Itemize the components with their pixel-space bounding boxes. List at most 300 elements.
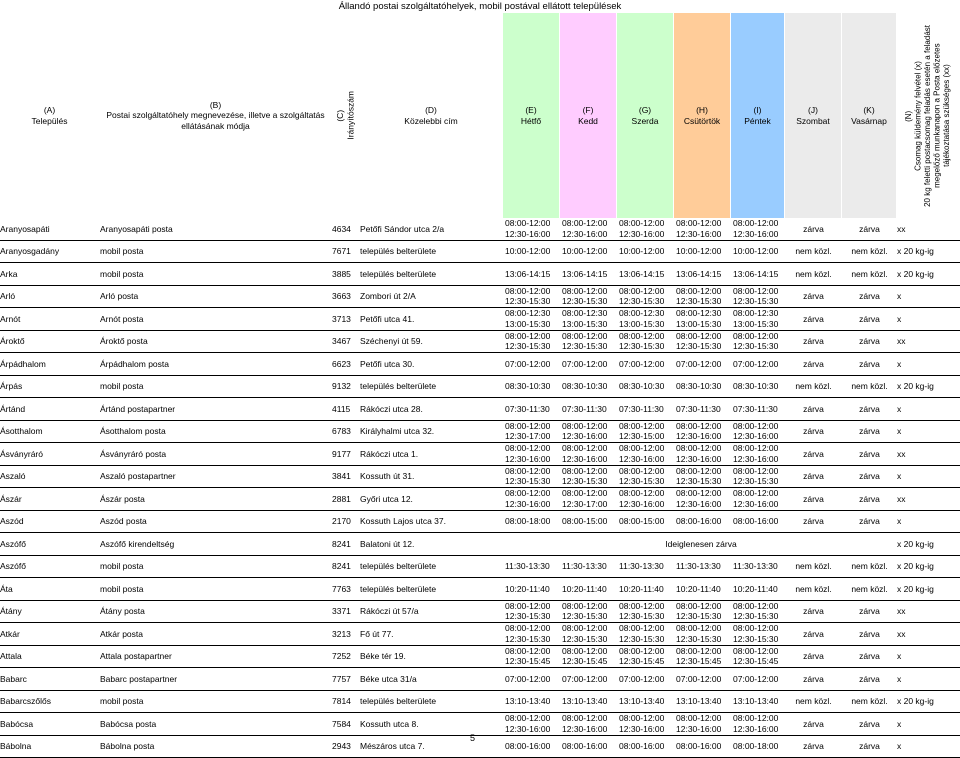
cell-i bbox=[733, 443, 785, 465]
opening-hours-line: 13:00-15:30 bbox=[505, 319, 550, 330]
opening-hours bbox=[676, 443, 721, 464]
cell-g bbox=[619, 421, 674, 443]
opening-hours-line: 13:06-14:15 bbox=[733, 269, 778, 280]
cell-j: nem közl. bbox=[785, 691, 842, 713]
opening-hours-line: 12:30-16:00 bbox=[676, 229, 721, 240]
cell-g bbox=[619, 556, 674, 578]
page-number: 5 bbox=[470, 733, 475, 743]
opening-hours-line: 08:00-12:00 bbox=[733, 713, 778, 724]
cell-f bbox=[562, 376, 617, 398]
table-row bbox=[0, 736, 960, 758]
opening-hours-line: 08:00-12:00 bbox=[619, 466, 664, 477]
cell-b: Aszófő kirendeltség bbox=[100, 533, 332, 555]
cell-k: zárva bbox=[842, 398, 897, 420]
cell-c: 3663 bbox=[332, 286, 360, 308]
opening-hours-line: 07:30-11:30 bbox=[562, 404, 607, 415]
opening-hours-line: 11:30-13:30 bbox=[733, 561, 778, 572]
cell-c: 3713 bbox=[332, 308, 360, 330]
opening-hours bbox=[733, 741, 778, 752]
cell-a: Áta bbox=[0, 578, 100, 600]
table-row bbox=[0, 263, 960, 286]
cell-e bbox=[505, 488, 560, 510]
cell-f bbox=[562, 691, 617, 713]
opening-hours bbox=[619, 561, 664, 572]
opening-hours-line: 13:06-14:15 bbox=[619, 269, 664, 280]
cell-n: x bbox=[897, 353, 960, 375]
cell-a: Arló bbox=[0, 286, 100, 308]
cell-d: Győri utca 12. bbox=[360, 488, 503, 510]
cell-j: zárva bbox=[785, 623, 842, 645]
opening-hours bbox=[619, 584, 664, 595]
opening-hours bbox=[562, 741, 607, 752]
cell-n: x bbox=[897, 308, 960, 330]
header-j-code: (J) bbox=[796, 105, 830, 116]
opening-hours bbox=[562, 218, 607, 239]
opening-hours-line: 12:30-15:30 bbox=[619, 296, 664, 307]
cell-j: zárva bbox=[785, 331, 842, 353]
opening-hours-line: 08:00-12:00 bbox=[619, 623, 664, 634]
header-sunday bbox=[842, 13, 897, 218]
opening-hours bbox=[505, 713, 550, 734]
cell-d: település belterülete bbox=[360, 578, 503, 600]
opening-hours-line: 08:00-12:00 bbox=[619, 646, 664, 657]
table-header bbox=[0, 13, 960, 218]
opening-hours-line: 12:30-16:00 bbox=[505, 499, 550, 510]
opening-hours bbox=[619, 286, 664, 307]
cell-e bbox=[505, 713, 560, 735]
header-g-label: Szerda bbox=[632, 116, 659, 127]
opening-hours bbox=[676, 246, 721, 257]
cell-e bbox=[505, 601, 560, 623]
opening-hours-line: 12:30-16:00 bbox=[619, 499, 664, 510]
cell-d: Királyhalmi utca 32. bbox=[360, 421, 503, 443]
opening-hours-line: 08:00-16:00 bbox=[676, 516, 721, 527]
cell-e bbox=[505, 556, 560, 578]
cell-k: nem közl. bbox=[842, 263, 897, 285]
cell-n: xx bbox=[897, 488, 960, 510]
opening-hours bbox=[562, 331, 607, 352]
opening-hours-line: 12:30-15:30 bbox=[676, 341, 721, 352]
cell-e bbox=[505, 263, 560, 285]
cell-i bbox=[733, 646, 785, 668]
opening-hours bbox=[505, 421, 550, 442]
cell-j: zárva bbox=[785, 466, 842, 488]
opening-hours bbox=[619, 331, 664, 352]
cell-f bbox=[562, 556, 617, 578]
cell-a: Babarc bbox=[0, 668, 100, 690]
cell-d: település belterülete bbox=[360, 376, 503, 398]
opening-hours bbox=[733, 696, 778, 707]
cell-j: zárva bbox=[785, 286, 842, 308]
opening-hours bbox=[562, 516, 607, 527]
cell-g bbox=[619, 668, 674, 690]
opening-hours-line: 08:00-12:00 bbox=[733, 488, 778, 499]
cell-k: zárva bbox=[842, 421, 897, 443]
opening-hours bbox=[676, 561, 721, 572]
cell-n: x bbox=[897, 466, 960, 488]
table-row bbox=[0, 376, 960, 399]
opening-hours bbox=[562, 421, 607, 442]
cell-j: zárva bbox=[785, 353, 842, 375]
opening-hours-line: 07:00-12:00 bbox=[733, 359, 778, 370]
opening-hours bbox=[733, 269, 778, 280]
cell-i bbox=[733, 376, 785, 398]
opening-hours bbox=[733, 488, 778, 509]
opening-hours-line: 12:30-15:30 bbox=[733, 476, 778, 487]
table-row bbox=[0, 646, 960, 669]
opening-hours bbox=[562, 404, 607, 415]
opening-hours bbox=[505, 601, 550, 622]
opening-hours-line: 10:00-12:00 bbox=[562, 246, 607, 257]
header-f-code: (F) bbox=[578, 105, 598, 116]
opening-hours-line: 12:30-17:00 bbox=[562, 499, 607, 510]
opening-hours bbox=[619, 421, 664, 442]
cell-d: Balatoni út 12. bbox=[360, 533, 503, 555]
opening-hours-line: 12:30-15:30 bbox=[619, 634, 664, 645]
opening-hours bbox=[676, 359, 721, 370]
opening-hours-line: 08:00-12:00 bbox=[676, 488, 721, 499]
cell-c: 9177 bbox=[332, 443, 360, 465]
opening-hours-line: 07:00-12:00 bbox=[505, 674, 550, 685]
cell-k: zárva bbox=[842, 286, 897, 308]
cell-i bbox=[733, 353, 785, 375]
cell-i bbox=[733, 466, 785, 488]
cell-c: 3467 bbox=[332, 331, 360, 353]
cell-g bbox=[619, 218, 674, 240]
opening-hours bbox=[676, 466, 721, 487]
opening-hours bbox=[562, 623, 607, 644]
cell-c: 7814 bbox=[332, 691, 360, 713]
cell-j: zárva bbox=[785, 601, 842, 623]
opening-hours-line: 12:30-15:45 bbox=[505, 656, 550, 667]
cell-c: 4115 bbox=[332, 398, 360, 420]
opening-hours-line: 12:30-15:30 bbox=[733, 611, 778, 622]
cell-h bbox=[676, 398, 731, 420]
table-row bbox=[0, 623, 960, 646]
opening-hours bbox=[505, 218, 550, 239]
cell-k: nem közl. bbox=[842, 578, 897, 600]
opening-hours-line: 08:00-12:30 bbox=[733, 308, 778, 319]
opening-hours bbox=[562, 359, 607, 370]
opening-hours-line: 08:00-12:00 bbox=[619, 331, 664, 342]
opening-hours-line: 08:00-12:30 bbox=[505, 308, 550, 319]
opening-hours bbox=[562, 561, 607, 572]
header-saturday bbox=[785, 13, 842, 218]
opening-hours bbox=[733, 443, 778, 464]
table-row bbox=[0, 218, 960, 241]
opening-hours bbox=[733, 561, 778, 572]
opening-hours bbox=[562, 443, 607, 464]
table-row bbox=[0, 601, 960, 624]
table-row bbox=[0, 331, 960, 354]
cell-c: 4634 bbox=[332, 218, 360, 240]
opening-hours-line: 07:00-12:00 bbox=[562, 674, 607, 685]
cell-b: Ásotthalom posta bbox=[100, 421, 332, 443]
opening-hours-line: 08:00-12:00 bbox=[505, 443, 550, 454]
opening-hours bbox=[676, 421, 721, 442]
cell-c: 3841 bbox=[332, 466, 360, 488]
cell-h bbox=[676, 713, 731, 735]
opening-hours bbox=[733, 601, 778, 622]
opening-hours-line: 12:30-15:30 bbox=[562, 341, 607, 352]
opening-hours-line: 07:00-12:00 bbox=[562, 359, 607, 370]
cell-d: Béke utca 31/a bbox=[360, 668, 503, 690]
opening-hours bbox=[733, 381, 778, 392]
table-row bbox=[0, 556, 960, 579]
cell-e bbox=[505, 736, 560, 758]
cell-k: nem közl. bbox=[842, 376, 897, 398]
opening-hours-line: 08:00-12:00 bbox=[562, 713, 607, 724]
cell-k: nem közl. bbox=[842, 556, 897, 578]
opening-hours-line: 08:30-10:30 bbox=[562, 381, 607, 392]
opening-hours-line: 08:00-12:00 bbox=[676, 443, 721, 454]
header-n bbox=[897, 13, 960, 218]
cell-e bbox=[505, 308, 560, 330]
opening-hours bbox=[676, 674, 721, 685]
cell-g bbox=[619, 646, 674, 668]
cell-n: x 20 kg-ig bbox=[897, 241, 960, 263]
cell-a: Aszaló bbox=[0, 466, 100, 488]
cell-g bbox=[619, 263, 674, 285]
opening-hours-line: 08:00-12:00 bbox=[676, 331, 721, 342]
cell-h bbox=[676, 646, 731, 668]
opening-hours-line: 08:00-12:00 bbox=[505, 713, 550, 724]
cell-c: 7584 bbox=[332, 713, 360, 735]
cell-c: 2881 bbox=[332, 488, 360, 510]
cell-e bbox=[505, 218, 560, 240]
header-a-code: (A) bbox=[32, 105, 68, 116]
cell-k: zárva bbox=[842, 668, 897, 690]
cell-i bbox=[733, 488, 785, 510]
header-d-label: Közelebbi cím bbox=[404, 116, 457, 127]
opening-hours bbox=[733, 466, 778, 487]
opening-hours-line: 12:30-15:30 bbox=[505, 341, 550, 352]
opening-hours-line: 08:00-12:00 bbox=[505, 623, 550, 634]
opening-hours-line: 08:00-12:30 bbox=[619, 308, 664, 319]
cell-n: x 20 kg-ig bbox=[897, 578, 960, 600]
cell-j: zárva bbox=[785, 443, 842, 465]
opening-hours-line: 12:30-15:30 bbox=[505, 296, 550, 307]
cell-b: Bábolna posta bbox=[100, 736, 332, 758]
opening-hours-line: 12:30-15:45 bbox=[619, 656, 664, 667]
opening-hours bbox=[505, 646, 550, 667]
cell-f bbox=[562, 331, 617, 353]
opening-hours bbox=[676, 381, 721, 392]
cell-b: mobil posta bbox=[100, 241, 332, 263]
opening-hours-line: 12:30-16:00 bbox=[733, 724, 778, 735]
opening-hours-line: 08:00-12:00 bbox=[562, 218, 607, 229]
header-c-label: Irányítószám bbox=[346, 91, 357, 140]
table-row bbox=[0, 308, 960, 331]
cell-a: Árpás bbox=[0, 376, 100, 398]
cell-n: x 20 kg-ig bbox=[897, 376, 960, 398]
cell-e bbox=[505, 376, 560, 398]
opening-hours bbox=[562, 696, 607, 707]
opening-hours-line: 10:20-11:40 bbox=[733, 584, 778, 595]
cell-e bbox=[505, 241, 560, 263]
opening-hours-line: 08:00-12:00 bbox=[676, 623, 721, 634]
cell-k: zárva bbox=[842, 218, 897, 240]
cell-k: zárva bbox=[842, 623, 897, 645]
cell-g bbox=[619, 398, 674, 420]
opening-hours-line: 07:00-12:00 bbox=[733, 674, 778, 685]
cell-d: Zombori út 2/A bbox=[360, 286, 503, 308]
header-k-code: (K) bbox=[851, 105, 887, 116]
opening-hours bbox=[676, 584, 721, 595]
cell-g bbox=[619, 601, 674, 623]
opening-hours bbox=[619, 443, 664, 464]
cell-a: Ászár bbox=[0, 488, 100, 510]
opening-hours-line: 13:10-13:40 bbox=[505, 696, 550, 707]
cell-d: Kossuth út 31. bbox=[360, 466, 503, 488]
cell-n: x 20 kg-ig bbox=[897, 263, 960, 285]
opening-hours-line: 12:30-16:00 bbox=[676, 454, 721, 465]
cell-b: Aszód posta bbox=[100, 511, 332, 533]
opening-hours-line: 12:30-15:30 bbox=[733, 634, 778, 645]
opening-hours-line: 10:00-12:00 bbox=[733, 246, 778, 257]
opening-hours-line: 13:00-15:30 bbox=[562, 319, 607, 330]
header-n-code: (N) bbox=[904, 25, 914, 207]
opening-hours bbox=[676, 404, 721, 415]
opening-hours-line: 08:00-12:00 bbox=[505, 331, 550, 342]
cell-a: Aszófő bbox=[0, 533, 100, 555]
cell-f bbox=[562, 713, 617, 735]
opening-hours-line: 12:30-16:00 bbox=[619, 229, 664, 240]
cell-h bbox=[676, 263, 731, 285]
cell-g bbox=[619, 511, 674, 533]
header-thursday bbox=[674, 13, 731, 218]
cell-g bbox=[619, 376, 674, 398]
opening-hours-line: 12:30-16:00 bbox=[676, 724, 721, 735]
opening-hours bbox=[562, 246, 607, 257]
opening-hours-line: 08:00-12:00 bbox=[562, 488, 607, 499]
cell-j: zárva bbox=[785, 646, 842, 668]
opening-hours-line: 08:00-12:00 bbox=[676, 601, 721, 612]
cell-i bbox=[733, 331, 785, 353]
opening-hours bbox=[619, 308, 664, 329]
cell-f bbox=[562, 353, 617, 375]
header-i-label: Péntek bbox=[744, 116, 770, 127]
cell-e bbox=[505, 646, 560, 668]
cell-e bbox=[505, 691, 560, 713]
opening-hours-line: 13:06-14:15 bbox=[505, 269, 550, 280]
opening-hours bbox=[619, 516, 664, 527]
header-k-label: Vasárnap bbox=[851, 116, 887, 127]
cell-h bbox=[676, 443, 731, 465]
cell-d: település belterülete bbox=[360, 556, 503, 578]
cell-n: x bbox=[897, 668, 960, 690]
cell-n: x 20 kg-ig bbox=[897, 556, 960, 578]
cell-h bbox=[676, 578, 731, 600]
opening-hours-line: 08:30-10:30 bbox=[619, 381, 664, 392]
opening-hours bbox=[676, 331, 721, 352]
opening-hours-line: 11:30-13:30 bbox=[505, 561, 550, 572]
opening-hours bbox=[619, 674, 664, 685]
cell-f bbox=[562, 646, 617, 668]
cell-d: Széchenyi út 59. bbox=[360, 331, 503, 353]
cell-i bbox=[733, 601, 785, 623]
cell-a: Árpádhalom bbox=[0, 353, 100, 375]
opening-hours bbox=[733, 404, 778, 415]
opening-hours bbox=[562, 466, 607, 487]
opening-hours bbox=[505, 674, 550, 685]
cell-c: 8241 bbox=[332, 556, 360, 578]
cell-k: zárva bbox=[842, 443, 897, 465]
header-a-label: Település bbox=[32, 116, 68, 127]
header-n-label-2: 20 kg feletti postacsomag feladás esetén a feladást bbox=[923, 25, 933, 207]
opening-hours bbox=[733, 516, 778, 527]
opening-hours bbox=[619, 466, 664, 487]
opening-hours-line: 07:30-11:30 bbox=[733, 404, 778, 415]
header-e-code: (E) bbox=[521, 105, 541, 116]
opening-hours-line: 10:00-12:00 bbox=[505, 246, 550, 257]
opening-hours-line: 08:00-12:00 bbox=[562, 623, 607, 634]
opening-hours-line: 12:30-15:30 bbox=[733, 341, 778, 352]
cell-k: nem közl. bbox=[842, 241, 897, 263]
opening-hours-line: 07:00-12:00 bbox=[676, 359, 721, 370]
opening-hours bbox=[505, 286, 550, 307]
opening-hours-line: 12:30-15:30 bbox=[619, 476, 664, 487]
cell-d: Petőfi utca 30. bbox=[360, 353, 503, 375]
table-row bbox=[0, 241, 960, 264]
cell-b: Babócsa posta bbox=[100, 713, 332, 735]
header-h-label: Csütörtök bbox=[684, 116, 720, 127]
opening-hours-line: 12:30-15:30 bbox=[676, 611, 721, 622]
cell-n: x 20 kg-ig bbox=[897, 533, 960, 555]
cell-i bbox=[733, 556, 785, 578]
opening-hours-line: 13:06-14:15 bbox=[676, 269, 721, 280]
cell-g bbox=[619, 691, 674, 713]
opening-hours-line: 07:00-12:00 bbox=[619, 674, 664, 685]
opening-hours-line: 08:00-12:00 bbox=[676, 218, 721, 229]
opening-hours-line: 12:30-16:00 bbox=[505, 229, 550, 240]
opening-hours-line: 07:00-12:00 bbox=[676, 674, 721, 685]
cell-g bbox=[619, 241, 674, 263]
opening-hours bbox=[619, 713, 664, 734]
opening-hours-line: 07:00-12:00 bbox=[505, 359, 550, 370]
opening-hours-line: 08:00-12:00 bbox=[733, 331, 778, 342]
opening-hours bbox=[505, 308, 550, 329]
cell-g bbox=[619, 331, 674, 353]
opening-hours-line: 12:30-15:30 bbox=[619, 341, 664, 352]
header-a bbox=[0, 13, 100, 218]
cell-i bbox=[733, 713, 785, 735]
opening-hours-line: 08:00-12:00 bbox=[676, 713, 721, 724]
opening-hours-line: 07:00-12:00 bbox=[619, 359, 664, 370]
cell-a: Ároktő bbox=[0, 331, 100, 353]
opening-hours-line: 12:30-16:00 bbox=[733, 499, 778, 510]
opening-hours-line: 07:30-11:30 bbox=[505, 404, 550, 415]
cell-e bbox=[505, 398, 560, 420]
cell-h bbox=[676, 353, 731, 375]
opening-hours-line: 08:00-12:00 bbox=[619, 218, 664, 229]
opening-hours bbox=[676, 488, 721, 509]
opening-hours bbox=[619, 218, 664, 239]
cell-b: mobil posta bbox=[100, 263, 332, 285]
opening-hours bbox=[562, 488, 607, 509]
cell-n: x bbox=[897, 286, 960, 308]
opening-hours-line: 11:30-13:30 bbox=[676, 561, 721, 572]
opening-hours bbox=[676, 308, 721, 329]
cell-c: 7757 bbox=[332, 668, 360, 690]
cell-a: Arnót bbox=[0, 308, 100, 330]
cell-h bbox=[676, 511, 731, 533]
cell-i bbox=[733, 286, 785, 308]
opening-hours-line: 08:00-12:00 bbox=[676, 466, 721, 477]
cell-d: Béke tér 19. bbox=[360, 646, 503, 668]
opening-hours-line: 10:00-12:00 bbox=[619, 246, 664, 257]
cell-a: Babarcszőlős bbox=[0, 691, 100, 713]
